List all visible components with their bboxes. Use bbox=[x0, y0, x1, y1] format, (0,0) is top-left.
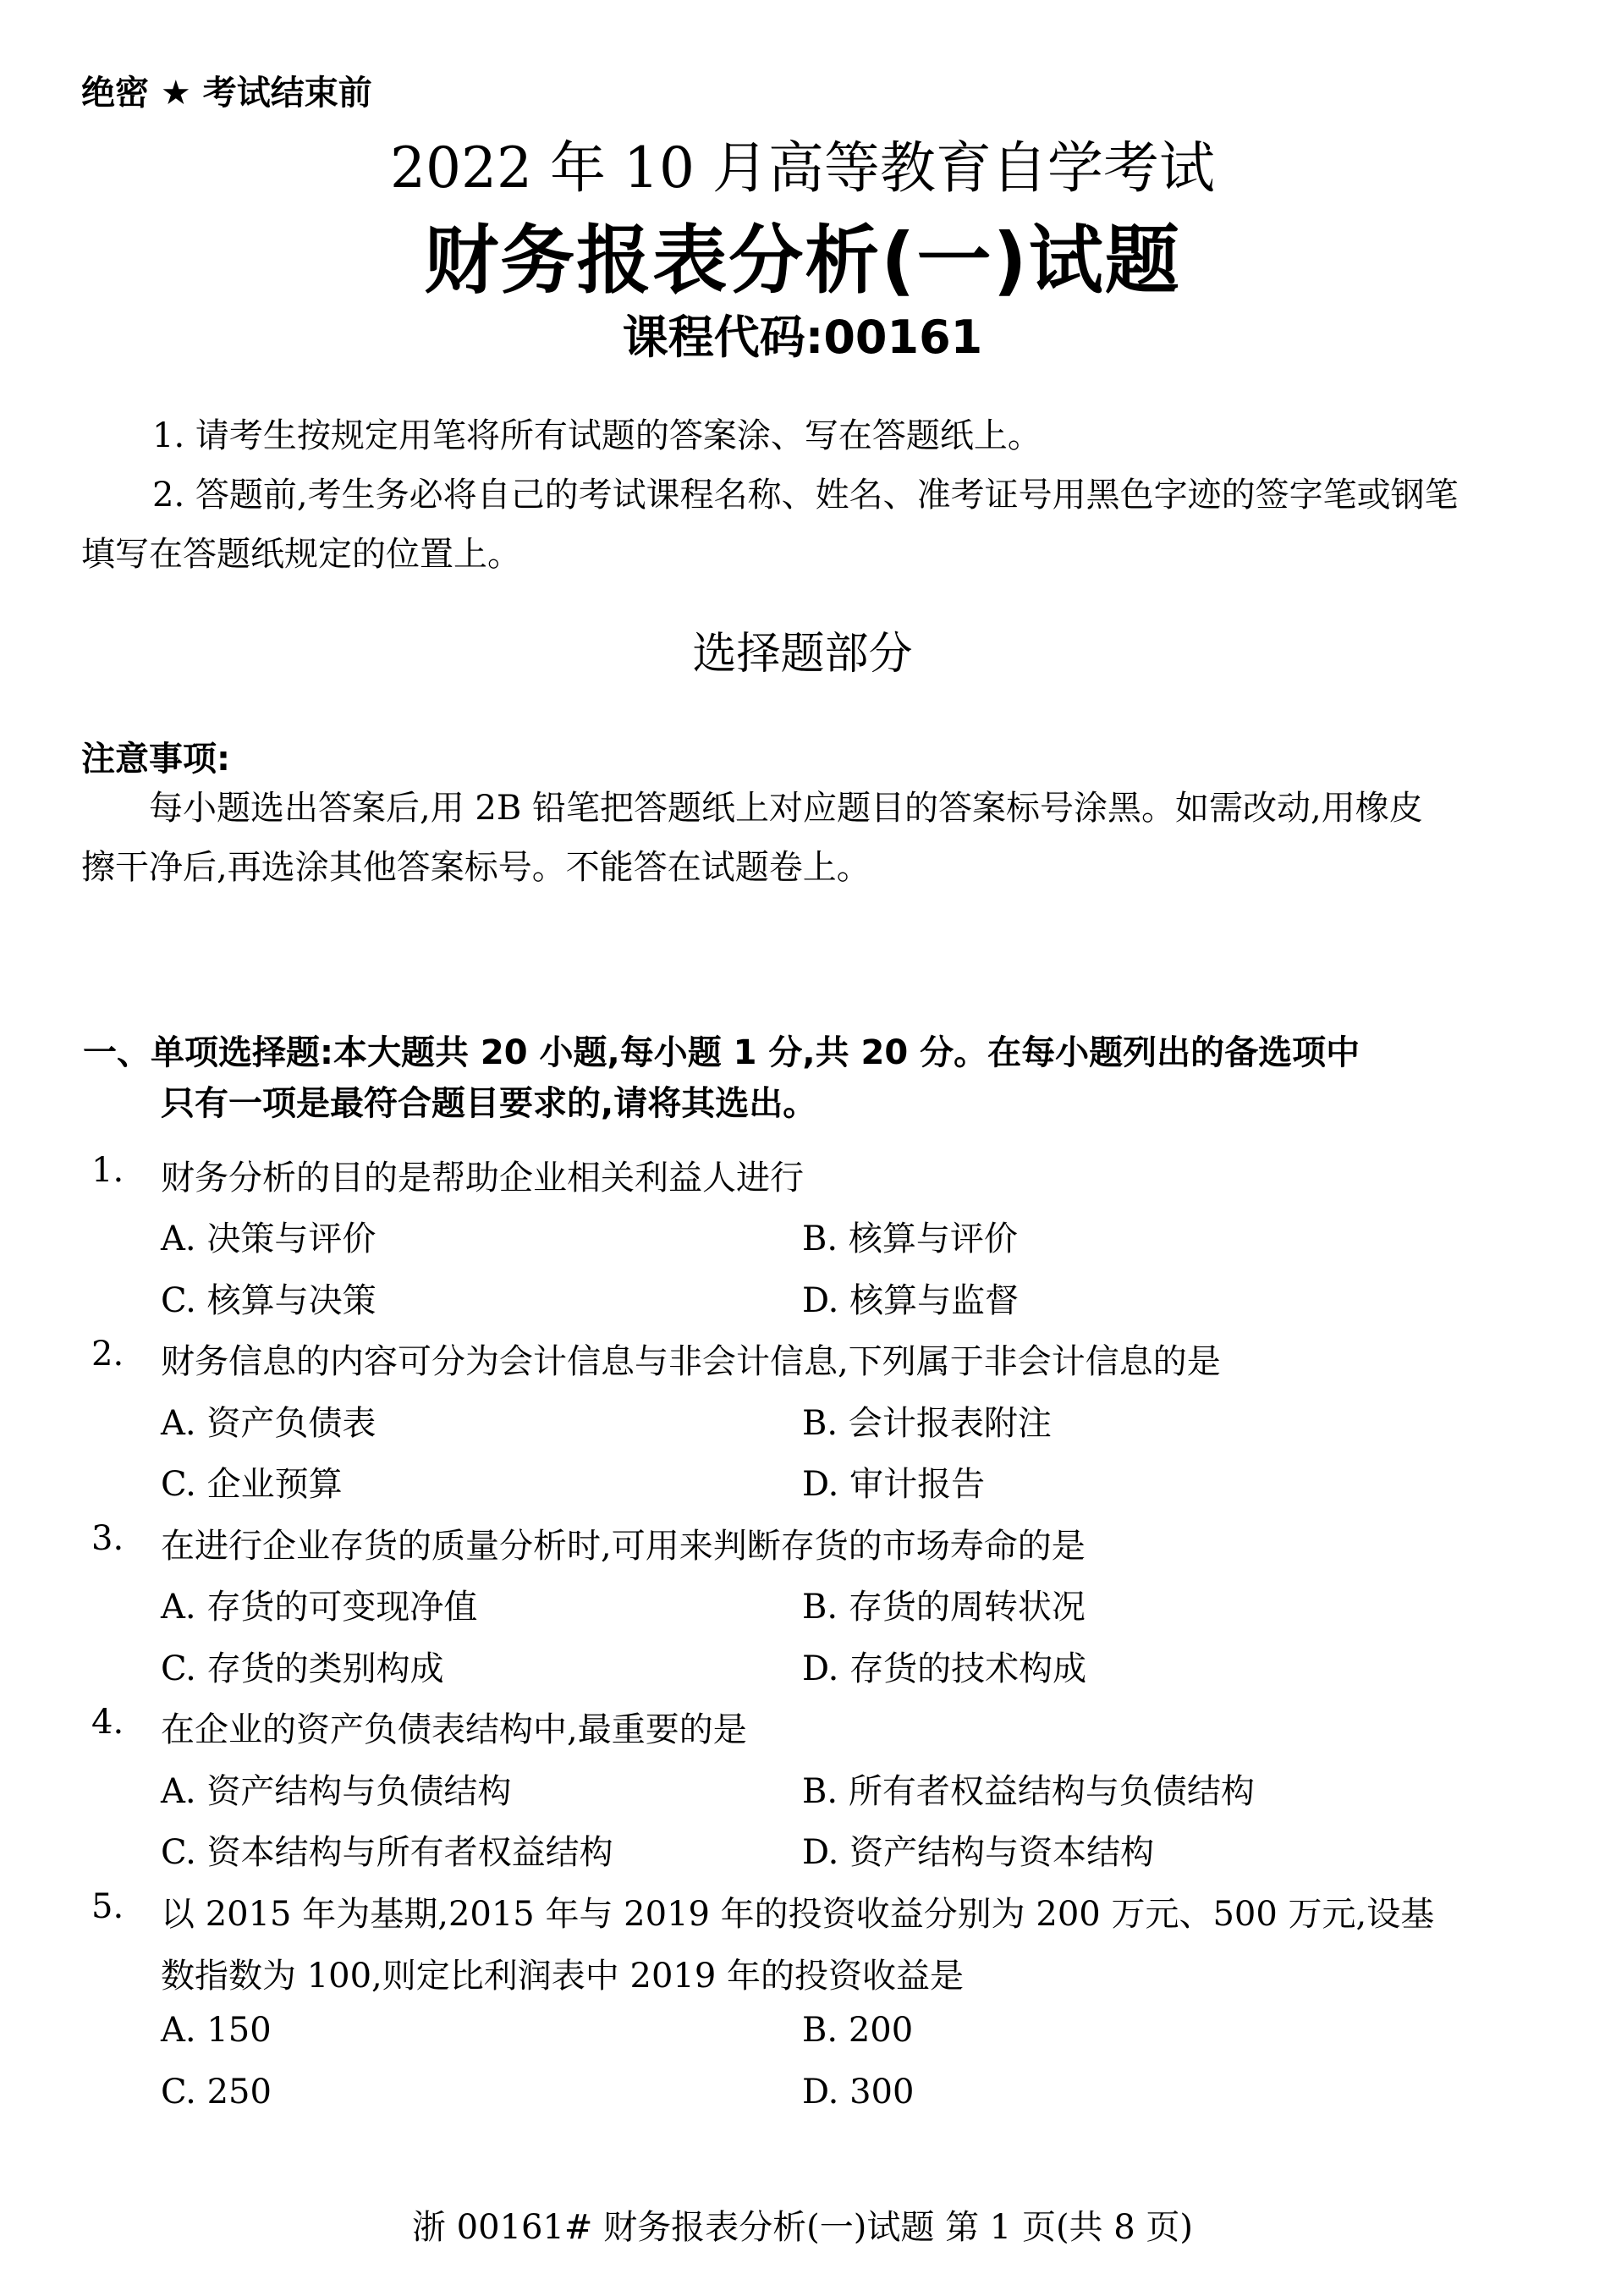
option-c: C. 250 bbox=[161, 2073, 272, 2112]
exam-title: 2022 年 10 月高等教育自学考试 bbox=[390, 135, 1215, 201]
question-text: 在企业的资产负债表结构中,最重要的是 bbox=[161, 1710, 747, 1749]
part-heading-line-2: 只有一项是最符合题目要求的,请将其选出。 bbox=[161, 1084, 817, 1123]
question-number: 4. bbox=[91, 1703, 124, 1742]
instruction-2: 2. 答题前,考生务必将自己的考试课程名称、姓名、准考证号用黑色字迹的签字笔或钢笔 bbox=[152, 476, 1459, 515]
part-heading-line-1: 一、单项选择题:本大题共 20 小题,每小题 1 分,共 20 分。在每小题列出的备选项中 bbox=[83, 1033, 1360, 1072]
option-b: B. 会计报表附注 bbox=[802, 1404, 1052, 1443]
question-text: 财务分析的目的是帮助企业相关利益人进行 bbox=[161, 1159, 804, 1198]
notice-label: 注意事项: bbox=[81, 740, 230, 779]
option-b: B. 200 bbox=[802, 2011, 914, 2050]
option-b: B. 存货的周转状况 bbox=[802, 1588, 1086, 1627]
instruction-1: 1. 请考生按规定用笔将所有试题的答案涂、写在答题纸上。 bbox=[152, 416, 1042, 455]
option-b: B. 所有者权益结构与负债结构 bbox=[802, 1772, 1255, 1811]
page-title: 财务报表分析(一)试题 bbox=[424, 217, 1181, 304]
option-a: A. 资产结构与负债结构 bbox=[161, 1772, 512, 1811]
option-c: C. 核算与决策 bbox=[161, 1281, 377, 1320]
question-number: 3. bbox=[91, 1519, 124, 1558]
option-a: A. 150 bbox=[161, 2011, 272, 2050]
option-d: D. 核算与监督 bbox=[802, 1281, 1020, 1320]
option-b: B. 核算与评价 bbox=[802, 1220, 1018, 1258]
page-footer: 浙 00161# 财务报表分析(一)试题 第 1 页(共 8 页) bbox=[411, 2208, 1194, 2247]
option-c: C. 存货的类别构成 bbox=[161, 1649, 444, 1688]
notice-line-2: 擦干净后,再选涂其他答案标号。不能答在试题卷上。 bbox=[81, 848, 871, 887]
question-text-cont: 数指数为 100,则定比利润表中 2019 年的投资收益是 bbox=[161, 1957, 965, 1996]
option-a: A. 资产负债表 bbox=[161, 1404, 377, 1443]
notice-line-1: 每小题选出答案后,用 2B 铅笔把答题纸上对应题目的答案标号涂黑。如需改动,用橡皮 bbox=[149, 789, 1423, 828]
option-d: D. 300 bbox=[802, 2073, 915, 2112]
question-number: 1. bbox=[91, 1151, 124, 1190]
question-text: 财务信息的内容可分为会计信息与非会计信息,下列属于非会计信息的是 bbox=[161, 1342, 1221, 1381]
question-number: 5. bbox=[91, 1887, 124, 1926]
instruction-2-cont: 填写在答题纸规定的位置上。 bbox=[81, 535, 521, 574]
section-heading: 选择题部分 bbox=[692, 629, 913, 680]
option-c: C. 企业预算 bbox=[161, 1465, 343, 1504]
option-d: D. 存货的技术构成 bbox=[802, 1649, 1087, 1688]
question-text: 在进行企业存货的质量分析时,可用来判断存货的市场寿命的是 bbox=[161, 1527, 1086, 1566]
option-c: C. 资本结构与所有者权益结构 bbox=[161, 1833, 613, 1872]
question-text: 以 2015 年为基期,2015 年与 2019 年的投资收益分别为 200 万元、500 万元,设基 bbox=[161, 1895, 1435, 1934]
option-a: A. 决策与评价 bbox=[161, 1220, 377, 1258]
course-code: 课程代码:00161 bbox=[622, 311, 983, 364]
option-a: A. 存货的可变现净值 bbox=[161, 1588, 478, 1627]
option-d: D. 审计报告 bbox=[802, 1465, 986, 1504]
question-number: 2. bbox=[91, 1335, 124, 1374]
secret-label: 绝密 ★ 考试结束前 bbox=[81, 74, 372, 113]
option-d: D. 资产结构与资本结构 bbox=[802, 1833, 1155, 1872]
